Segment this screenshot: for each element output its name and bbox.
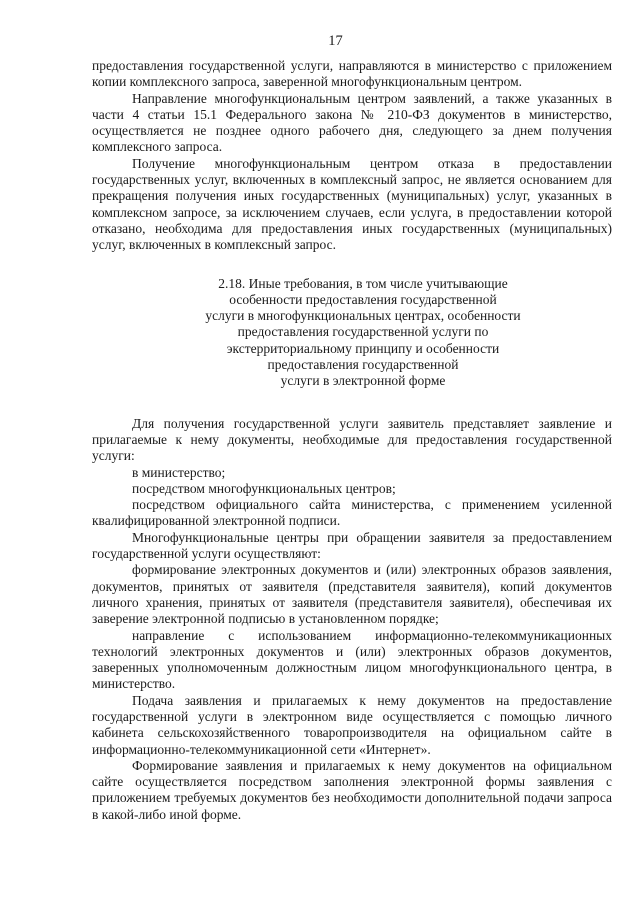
paragraph: Направление многофункциональным центром заявлений, а также указанных в части 4 статьи 15.1 Федерального закона № 210-ФЗ документов в министерство, осуществляется не позднее одного рабочего дня, следующего за днем получения комплексного запроса. (92, 90, 612, 155)
section-heading (92, 276, 612, 390)
section-heading-line: особенности предоставления государственной (229, 291, 497, 307)
section-heading-line: экстерриториальному принципу и особенности (226, 340, 500, 356)
list-item: формирование электронных документов и (или) электронных образов заявления, документов, принятых от заявителя (представителя заявителя), копий документов личного хранения, принятых от заявителя (представителя заявителя), обеспечивая их заверение электронной подписью в установленном порядке; (92, 562, 612, 627)
section-heading-line: предоставления государственной (267, 357, 459, 373)
paragraph: Подача заявления и прилагаемых к нему документов на предоставление государственной услуги в электронном виде осуществляется с помощью личного кабинета сельскохозяйственного товаропроизводителя на официальном сайте в информационно-телекоммуникационной сети «Интернет». (92, 692, 612, 757)
list-item: в министерство; (132, 464, 226, 480)
paragraph: Многофункциональные центры при обращении заявителя за предоставлением государственной услуги осуществляют: (92, 529, 612, 562)
paragraph: Получение многофункциональным центром отказа в предоставлении государственных услуг, включенных в комплексный запрос, не является основанием для прекращения получения иных государственных (муниципальных) услуг, указанных в комплексном запросе, за исключением случаев, если услуга, в предоставлении которой отказано, необходима для предоставления иных государственных (муниципальных) услуг, включенных в комплексный запрос. (92, 155, 612, 253)
paragraph: Для получения государственной услуги заявитель представляет заявление и прилагаемые к нему документы, необходимые для предоставления государственной услуги: (92, 415, 612, 464)
page-number: 17 (328, 33, 343, 49)
list-item: посредством многофункциональных центров; (132, 480, 396, 496)
paragraph: Формирование заявления и прилагаемых к нему документов на официальном сайте осуществляется посредством заполнения электронной формы заявления с приложением требуемых документов без необходимости дополнительной подачи запроса в какой-либо иной форме. (92, 757, 612, 822)
list-item: посредством официального сайта министерства, с применением усиленной квалифицированной электронной подписи. (92, 497, 612, 529)
section-heading-line: 2.18. Иные требования, в том числе учитывающие (218, 275, 508, 291)
paragraph: предоставления государственной услуги, направляются в министерство с приложением копии комплексного запроса, заверенной многофункциональным центром. (92, 58, 612, 90)
section-heading-line: предоставления государственной услуги по (237, 324, 489, 340)
section-heading-line: услуги в многофункциональных центрах, особенности (205, 308, 521, 324)
document-body (92, 58, 612, 823)
section-heading-line: услуги в электронной форме (280, 373, 446, 389)
list-item: направление с использованием информационно-телекоммуникационных технологий электронных документов и (или) электронных образов документов, заверенных уполномоченным должностным лицом многофункционального центра, в министерство. (92, 627, 612, 692)
